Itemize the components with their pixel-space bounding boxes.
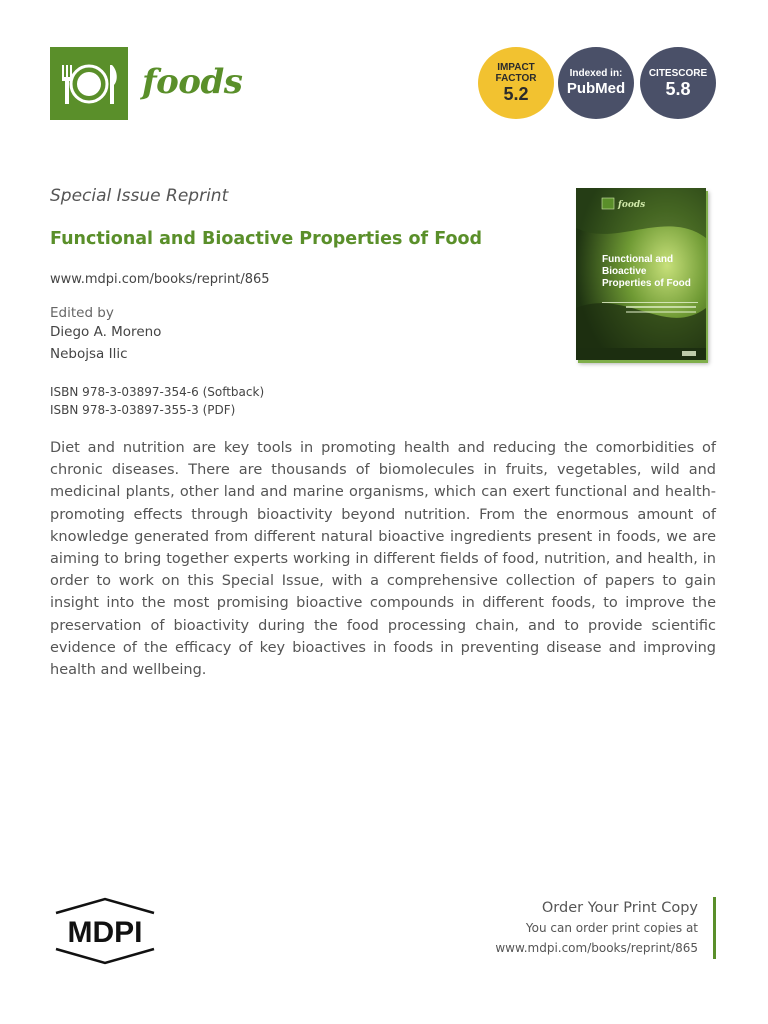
badge-value: 5.2 bbox=[503, 84, 529, 104]
badge-label: FACTOR bbox=[495, 73, 537, 84]
book-cover-image bbox=[576, 188, 706, 360]
svg-text:MDPI: MDPI bbox=[67, 916, 143, 949]
abstract-text: Diet and nutrition are key tools in promoting health and reducing the comorbidities of chronic diseases. There are thousands of biomolecules in fruits, vegetables, wild and medicinal plants, other land and marine organisms, which can exert functional and health-promoting effects through bioactivity beyond nutrition. From the enormous amount of knowledge generated from different natural bioactive ingredients present in foods, we are aiming to bring together experts working in different fields of food, nutrition, and health, in order to work on this Special Issue, with a comprehensive collection of papers to gain insight into the most promising bioactive compounds in different foods, to improve the preservation of bioactivity during the food processing chain, and to provide scientific evidence of the efficacy of key bioactives in foods in preventing disease and improving health and wellbeing. bbox=[50, 440, 716, 679]
mdpi-logo bbox=[50, 897, 160, 965]
order-line: You can order print copies at bbox=[525, 921, 698, 935]
special-issue-label: Special Issue Reprint bbox=[50, 186, 229, 206]
cover-title: Functional and Bioactive Properties of Food bbox=[602, 254, 691, 289]
pubmed-badge bbox=[558, 47, 634, 119]
order-accent-bar bbox=[713, 897, 716, 959]
badge-label: IMPACT bbox=[497, 62, 535, 73]
cover-journal: foods bbox=[618, 200, 646, 210]
isbn-pdf: ISBN 978-3-03897-355-3 (PDF) bbox=[50, 403, 236, 417]
book-url[interactable]: www.mdpi.com/books/reprint/865 bbox=[50, 272, 270, 287]
order-url[interactable]: www.mdpi.com/books/reprint/865 bbox=[495, 941, 698, 955]
mdpi-logo-mark bbox=[50, 897, 160, 965]
isbn-softback: ISBN 978-3-03897-354-6 (Softback) bbox=[50, 385, 265, 399]
badge-value: 5.8 bbox=[665, 78, 691, 99]
foods-logo bbox=[50, 47, 128, 120]
citescore-badge bbox=[640, 47, 716, 119]
edited-by-label: Edited by bbox=[50, 305, 114, 321]
order-title: Order Your Print Copy bbox=[541, 900, 698, 916]
badge-label: Indexed in: bbox=[569, 67, 623, 79]
badge-label: CITESCORE bbox=[648, 67, 708, 79]
order-print-copy bbox=[495, 898, 698, 958]
badge-value: PubMed bbox=[566, 79, 626, 97]
book-title: Functional and Bioactive Properties of Food bbox=[50, 229, 483, 249]
editor-name: Diego A. Moreno bbox=[50, 324, 162, 340]
journal-name: foods bbox=[142, 62, 243, 102]
impact-factor-badge bbox=[478, 47, 554, 119]
plate-fork-knife-icon bbox=[50, 47, 128, 120]
editor-name: Nebojsa Ilic bbox=[50, 346, 128, 362]
